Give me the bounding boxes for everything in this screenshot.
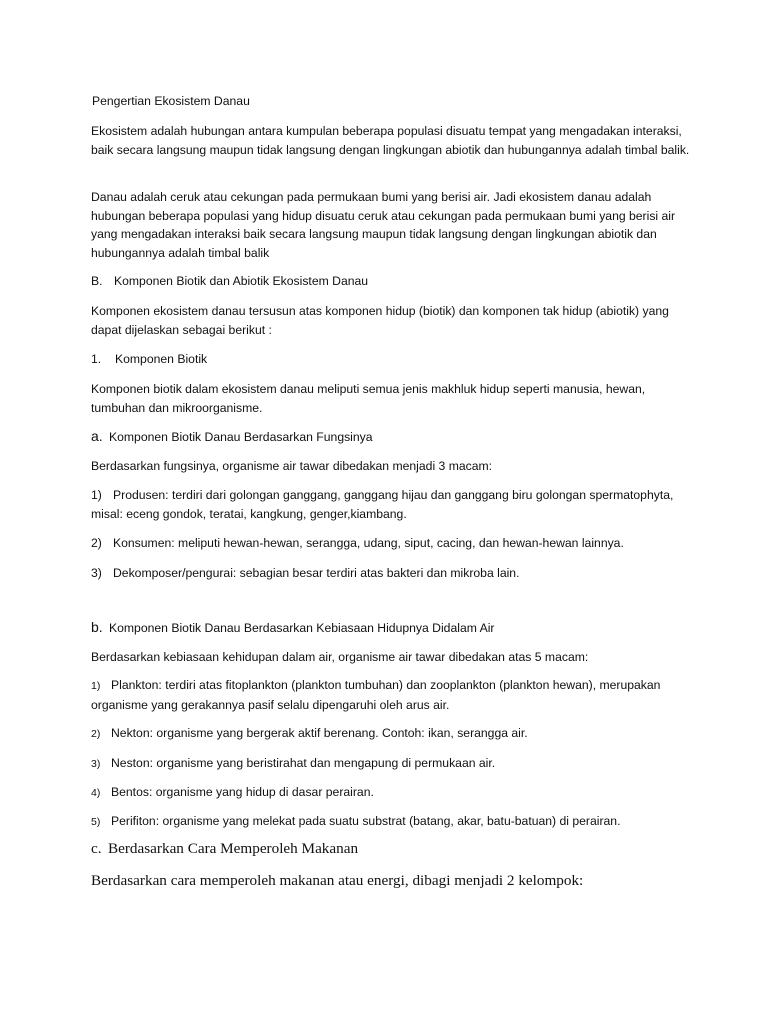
list-item xyxy=(91,564,691,583)
heading-sub-a xyxy=(91,427,691,447)
list-item xyxy=(91,812,691,832)
paragraph-cara-makan: Berdasarkan cara memperoleh makanan atau energi, dibagi menjadi 2 kelompok: xyxy=(91,872,584,889)
list-text: Perifiton: organisme yang melekat pada suatu substrat (batang, akar, batu-batuan) di perairan. xyxy=(111,814,621,828)
list-item xyxy=(91,676,691,714)
list-marker: 3) xyxy=(91,566,102,580)
list-text: Bentos: organisme yang hidup di dasar perairan. xyxy=(111,785,374,799)
section-marker: 1. xyxy=(91,352,102,366)
section-title: Komponen Biotik Danau Berdasarkan Kebiasaan Hidupnya Didalam Air xyxy=(109,621,495,635)
list-text: Nekton: organisme yang bergerak aktif berenang. Contoh: ikan, serangga air. xyxy=(111,726,528,740)
paragraph-ekosistem: Ekosistem adalah hubungan antara kumpulan beberapa populasi disuatu tempat yang mengadakan interaksi, baik secara langsung maupun tidak langsung dengan lingkungan abiotik dan hubungannya adalah timbal balik. xyxy=(91,124,690,157)
section-marker: B. xyxy=(91,274,103,288)
list-marker: 1) xyxy=(91,488,102,502)
heading-sub-b xyxy=(91,618,691,638)
list-text: Dekomposer/pengurai: sebagian besar terdiri atas bakteri dan mikroba lain. xyxy=(113,566,520,580)
list-text: Produsen: terdiri dari golongan ganggang, ganggang hijau dan ganggang biru golongan spermatophyta, misal: eceng gondok, teratai, kangkung, genger,kiambang. xyxy=(91,488,674,521)
list-text: Plankton: terdiri atas fitoplankton (plankton tumbuhan) dan zooplankton (plankton hewan), merupakan organisme yang gerakannya pasif selalu dipengaruhi oleh arus air. xyxy=(91,678,661,712)
paragraph-kebiasaan: Berdasarkan kebiasaan kehidupan dalam air, organisme air tawar dibedakan atas 5 macam: xyxy=(91,650,589,664)
list-marker: 2) xyxy=(91,536,102,550)
paragraph-biotik: Komponen biotik dalam ekosistem danau meliputi semua jenis makhluk hidup seperti manusia, hewan, tumbuhan dan mikroorganisme. xyxy=(91,382,646,415)
heading-sub-c xyxy=(91,838,691,860)
section-title: Komponen Biotik dan Abiotik Ekosistem Danau xyxy=(114,274,369,288)
list-marker: 4) xyxy=(91,787,101,799)
doc-title: Pengertian Ekosistem Danau xyxy=(92,94,250,108)
section-title: Berdasarkan Cara Memperoleh Makanan xyxy=(108,840,359,857)
heading-komponen-biotik xyxy=(91,350,691,369)
list-item xyxy=(91,486,691,523)
section-title: Komponen Biotik Danau Berdasarkan Fungsinya xyxy=(109,430,373,444)
list-text: Konsumen: meliputi hewan-hewan, serangga, udang, siput, cacing, dan hewan-hewan lainnya. xyxy=(113,536,624,550)
list-text: Neston: organisme yang beristirahat dan mengapung di permukaan air. xyxy=(111,756,496,770)
paragraph-fungsi: Berdasarkan fungsinya, organisme air tawar dibedakan menjadi 3 macam: xyxy=(91,459,493,473)
list-item xyxy=(91,754,691,774)
list-marker: 1) xyxy=(91,680,101,692)
list-item xyxy=(91,724,691,744)
list-item xyxy=(91,534,691,553)
list-item xyxy=(91,783,691,803)
list-marker: 5) xyxy=(91,816,101,828)
section-marker: a. xyxy=(91,428,103,444)
list-marker: 2) xyxy=(91,728,101,740)
section-marker: c. xyxy=(91,840,102,857)
list-marker: 3) xyxy=(91,758,101,770)
heading-section-b xyxy=(91,272,691,291)
paragraph-komponen: Komponen ekosistem danau tersusun atas komponen hidup (biotik) dan komponen tak hidup (abiotik) yang dapat dijelaskan sebagai berikut : xyxy=(91,304,669,337)
section-title: Komponen Biotik xyxy=(115,352,208,366)
section-marker: b. xyxy=(91,619,103,635)
paragraph-danau: Danau adalah ceruk atau cekungan pada permukaan bumi yang berisi air. Jadi ekosistem danau adalah hubungan beberapa populasi yang hidup disuatu ceruk atau cekungan pada permukaan bumi yang berisi air yang mengadakan interaksi baik secara langsung maupun tidak langsung dengan lingkungan abiotik dan hubungannya adalah timbal balik xyxy=(91,190,676,260)
